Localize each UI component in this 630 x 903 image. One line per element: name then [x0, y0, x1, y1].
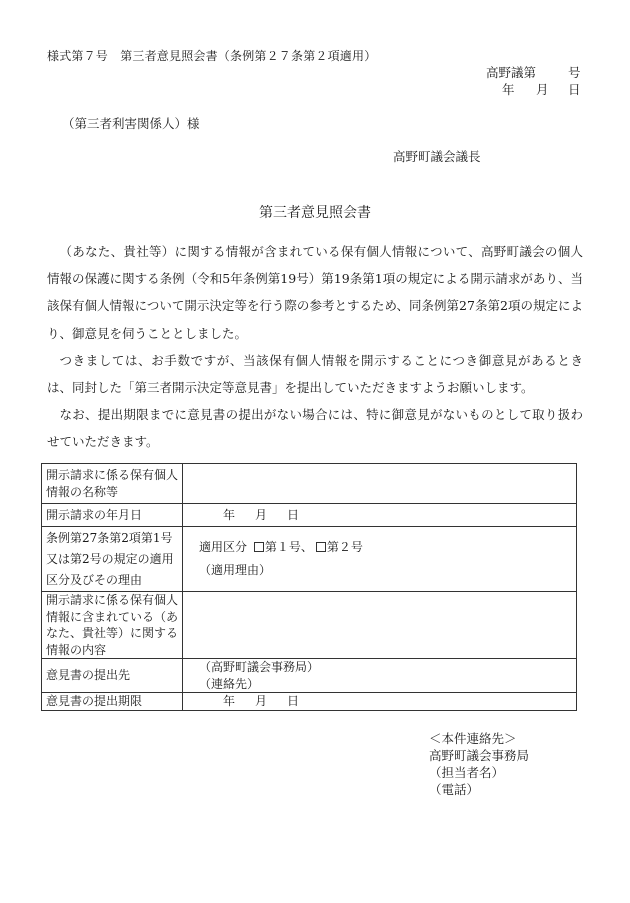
form-label: 様式第７号 第三者意見照会書（条例第２７条第２項適用） [47, 49, 377, 63]
destination-contact: （連絡先） [199, 676, 260, 691]
option-item-1: 第１号、 [264, 540, 313, 554]
body-paragraph-2: つきましては、お手数ですが、当該保有個人情報を開示することにつき御意見があるときは、同封した「第三者開示決定等意見書」を提出していただきますようお願いします。 [47, 352, 583, 396]
contact-person: （担当者名） [429, 765, 505, 780]
row-value-submission-destination [183, 659, 577, 693]
date-year: 年 [502, 82, 515, 97]
table-row [42, 693, 577, 711]
request-info-table [41, 463, 577, 711]
deadline-year: 年 [223, 694, 236, 708]
body-paragraph-3: なお、提出期限までに意見書の提出がない場合には、特に御意見がないものとして取り扱わせていただきます。 [47, 407, 583, 450]
table-row [42, 659, 577, 693]
contact-office: 高野町議会事務局 [429, 748, 530, 763]
table-row [42, 592, 577, 659]
deadline-month: 月 [255, 694, 268, 708]
row-value-applicable-category [183, 527, 577, 592]
addressee: （第三者利害関係人）様 [62, 116, 200, 131]
row-label-info-content: 開示請求に係る保有個人情報に含まれている（あなた、貴社等）に関する情報の内容 [42, 592, 183, 659]
request-date-month: 月 [255, 507, 268, 522]
request-date-day: 日 [287, 507, 300, 522]
row-label-submission-destination: 意見書の提出先 [42, 659, 183, 693]
option-item-2: 第２号 [326, 540, 363, 554]
table-row [42, 527, 577, 592]
date-day: 日 [568, 82, 581, 97]
row-label-request-date: 開示請求の年月日 [42, 504, 183, 527]
checkbox-item-1[interactable] [254, 542, 264, 552]
body-paragraph-1: （あなた、貴社等）に関する情報が含まれている保有個人情報について、高野町議会の個人情報の保護に関する条例（令和5年条例第19号）第19条第1項の規定による開示請求があり、当該保有個人情報について開示決定等を行う際の参考とするため、同条例第27条第2項の規定により、御意見を伺うこととしました。 [47, 244, 583, 341]
row-value-info-name [183, 464, 577, 504]
row-label-submission-deadline: 意見書の提出期限 [42, 693, 183, 711]
date-month: 月 [536, 82, 549, 97]
row-value-request-date [183, 504, 577, 527]
checkbox-item-2[interactable] [316, 542, 326, 552]
contact-block [429, 730, 529, 798]
destination-office: （高野町議会事務局） [199, 660, 320, 674]
row-value-info-content [183, 592, 577, 659]
deadline-day: 日 [287, 694, 300, 708]
sender: 高野町議会議長 [393, 149, 481, 164]
request-date-year: 年 [223, 507, 236, 522]
contact-phone: （電話） [429, 782, 480, 797]
document-number-prefix: 高野議第 [486, 65, 537, 80]
row-label-applicable-category: 条例第27条第2項第1号又は第2号の規定の適用区分及びその理由 [42, 527, 183, 592]
document-number-suffix: 号 [568, 65, 581, 80]
row-label-info-name: 開示請求に係る保有個人情報の名称等 [42, 464, 183, 504]
table-row [42, 504, 577, 527]
body-text [47, 238, 583, 456]
document-title: 第三者意見照会書 [259, 205, 371, 221]
row-value-submission-deadline [183, 693, 577, 711]
contact-heading: ＜本件連絡先＞ [429, 731, 517, 746]
document-number [486, 63, 581, 81]
category-label: 適用区分 [199, 540, 248, 554]
application-reason: （適用理由） [199, 563, 272, 577]
table-row [42, 464, 577, 504]
